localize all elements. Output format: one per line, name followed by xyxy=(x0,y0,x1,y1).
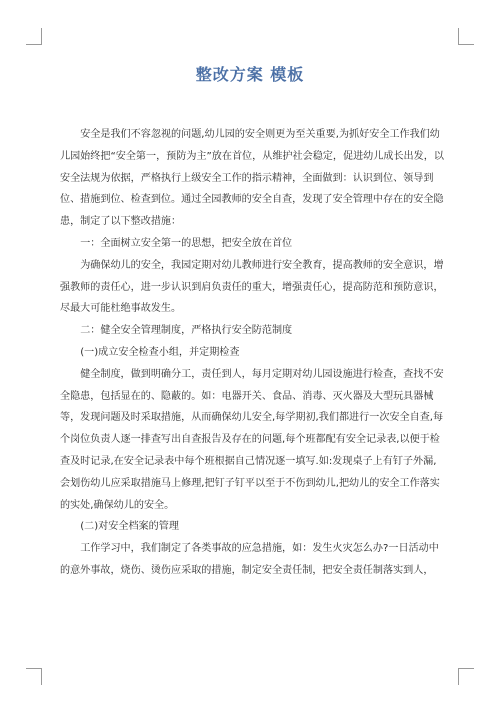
heading-section-2: 二：健全安全管理制度，严格执行安全防范制度 xyxy=(80,325,293,337)
heading-section-1: 一：全面树立安全第一的思想，把安全放在首位 xyxy=(80,237,293,249)
paragraph-section-1: 为确保幼儿的安全，我园定期对幼儿教师进行安全教育，提高教师的安全意识，增强教师的责任心，进一步认识到肩负责任的重大，增强责任心，提高防范和预防意识，尽最大可能杜绝事故发生。 xyxy=(60,259,444,315)
crop-mark-bottom-left xyxy=(26,668,42,669)
crop-mark-top-left xyxy=(41,28,42,45)
crop-mark-top-left xyxy=(26,44,42,45)
paragraph-intro: 安全是我们不容忽视的问题,幼儿园的安全则更为至关重要,为抓好安全工作我们幼儿园始终把“安全第一，预防为主”放在首位，从维护社会稳定，促进幼儿成长出发，以安全法规为依据，严格执行上级安全工作的指示精神，全面做到：认识到位、领导到位、措施到位、检查到位。通过全园教师的安全自查，发现了安全管理中存在的安全隐患，制定了以下整改措施： xyxy=(60,129,444,228)
paragraph-2-1: 健全制度，做到明确分工，责任到人，每月定期对幼儿园设施进行检查，查找不安全隐患，包括显在的、隐蔽的。如：电器开关、食品、消毒、灭火器及大型玩具器械等，发现问题及时采取措施，从而确保幼儿安全,每学期初,我们都进行一次安全自查,每个岗位负责人逐一排查写出自查报告及存在的问题,每个班都配有安全记录表,以便于检查及时记录,在安全记录表中每个班根据自己情况逐一填写.如:发现桌子上有钉子外漏,会划伤幼儿应采取措施马上修理,把钉子钉平以至于不伤到幼儿,把幼儿的安全工作落实的实处,确保幼儿的安全。 xyxy=(60,368,444,511)
document-title: 整改方案 模板 xyxy=(195,65,305,84)
paragraph-2-2: 工作学习中，我们制定了各类事故的应急措施，如：发生火灾怎么办?一日活动中的意外事故，烧伤、烫伤应采取的措施，制定安全责任制，把安全责任制落实到人， xyxy=(60,543,439,576)
crop-mark-top-right xyxy=(458,44,474,45)
crop-mark-bottom-left xyxy=(41,668,42,685)
crop-mark-bottom-right xyxy=(458,668,459,685)
document-body xyxy=(60,124,444,582)
crop-mark-top-right xyxy=(458,28,459,45)
subheading-2-1: (一)成立安全检查小组，并定期检查 xyxy=(80,346,240,358)
crop-mark-bottom-right xyxy=(458,668,474,669)
subheading-2-2: (二)对安全档案的管理 xyxy=(80,521,179,533)
